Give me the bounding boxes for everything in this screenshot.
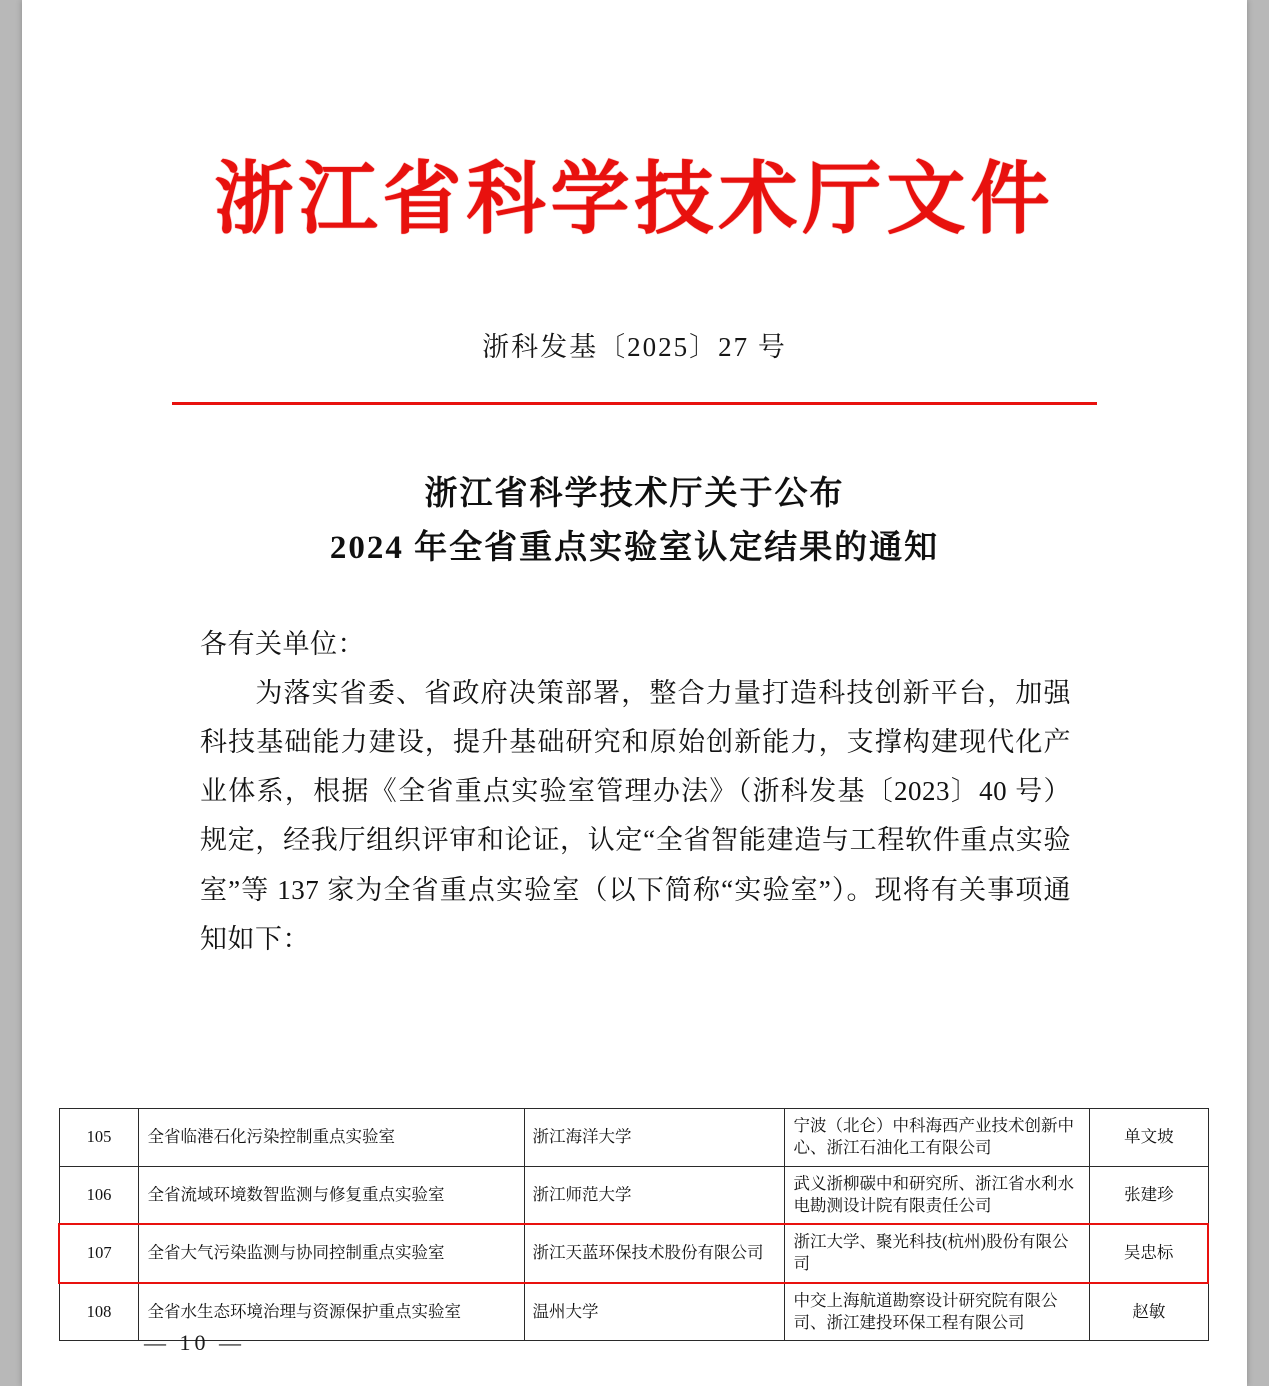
table-row-highlighted bbox=[59, 1224, 1208, 1283]
results-table-body bbox=[59, 1109, 1208, 1341]
title-line-2: 2024 年全省重点实验室认定结果的通知 bbox=[329, 530, 940, 567]
row-leader: 吴忠标 bbox=[1090, 1224, 1208, 1283]
body-paragraph-1: 为落实省委、省政府决策部署，整合力量打造科技创新平台，加强科技基础能力建设，提升基础研究和原始创新能力，支撑构建现代化产业体系，根据《全省重点实验室管理办法》（浙科发基〔2023〕40 号）规定，经我厅组织评审和论证，认定“全省智能建造与工程软件重点实验室”等 137 家为全省重点实验室（以下简称“实验室”）。现将有关事项通知如下： bbox=[200, 678, 1071, 954]
page-footer bbox=[22, 1330, 1247, 1356]
row-host-unit: 温州大学 bbox=[524, 1283, 785, 1341]
table-row bbox=[59, 1166, 1208, 1224]
agency-header: 浙江省科学技术厅文件 bbox=[214, 152, 1055, 245]
document-page bbox=[22, 0, 1247, 1386]
document-number: 浙科发基〔2025〕27 号 bbox=[482, 332, 787, 362]
row-cooperating-units: 宁波（北仑）中科海西产业技术创新中心、浙江石油化工有限公司 bbox=[785, 1109, 1090, 1167]
row-number: 105 bbox=[59, 1109, 139, 1167]
title-line-1: 浙江省科学技术厅关于公布 bbox=[424, 476, 845, 512]
row-cooperating-units: 中交上海航道勘察设计研究院有限公司、浙江建投环保工程有限公司 bbox=[785, 1283, 1090, 1341]
row-lab-name: 全省临港石化污染控制重点实验室 bbox=[139, 1109, 524, 1167]
row-leader: 单文坡 bbox=[1090, 1109, 1208, 1167]
page-margin-left bbox=[0, 0, 22, 1386]
red-divider-rule bbox=[172, 402, 1097, 405]
row-lab-name: 全省水生态环境治理与资源保护重点实验室 bbox=[139, 1283, 524, 1341]
results-table bbox=[58, 1108, 1209, 1341]
row-number: 107 bbox=[59, 1224, 139, 1283]
page-title bbox=[22, 467, 1247, 576]
row-host-unit: 浙江师范大学 bbox=[524, 1166, 785, 1224]
document-body bbox=[200, 620, 1071, 964]
row-host-unit: 浙江天蓝环保技术股份有限公司 bbox=[524, 1224, 785, 1283]
row-lab-name: 全省大气污染监测与协同控制重点实验室 bbox=[139, 1224, 524, 1283]
row-cooperating-units: 浙江大学、聚光科技(杭州)股份有限公司 bbox=[785, 1224, 1090, 1283]
row-leader: 张建珍 bbox=[1090, 1166, 1208, 1224]
results-table-container bbox=[22, 1108, 1247, 1341]
row-number: 106 bbox=[59, 1166, 139, 1224]
table-row bbox=[59, 1109, 1208, 1167]
row-number: 108 bbox=[59, 1283, 139, 1341]
row-lab-name: 全省流域环境数智监测与修复重点实验室 bbox=[139, 1166, 524, 1224]
row-cooperating-units: 武义浙柳碳中和研究所、浙江省水利水电勘测设计院有限责任公司 bbox=[785, 1166, 1090, 1224]
page-number: — 10 — bbox=[144, 1330, 245, 1355]
salutation: 各有关单位： bbox=[200, 628, 365, 659]
row-leader: 赵敏 bbox=[1090, 1283, 1208, 1341]
row-host-unit: 浙江海洋大学 bbox=[524, 1109, 785, 1167]
